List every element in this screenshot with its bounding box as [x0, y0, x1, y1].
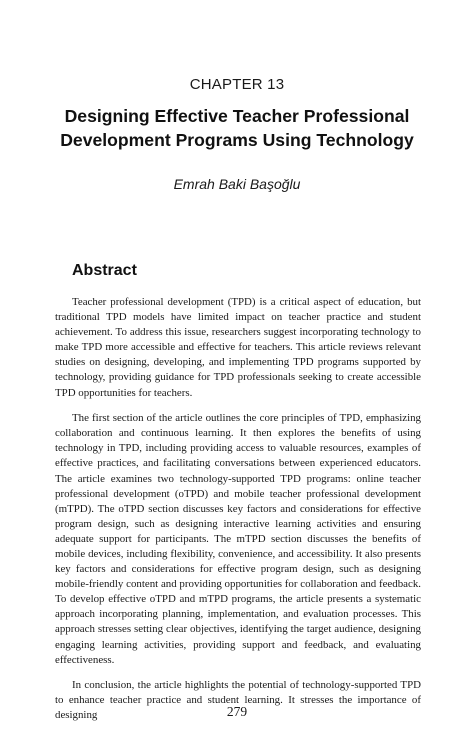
paragraph-1: Teacher professional development (TPD) is a critical aspect of education, but traditional TPD models have limited impact on teacher practice and student achievement. To address this issue, researchers suggest incorporating technology to make TPD more accessible and effective for teachers. This article reviews relevant studies on designing, developing, and implementing TPD programs supported by technology, providing guidance for TPD professionals seeking to create accessible TPD opportunities for teachers.: [55, 296, 421, 399]
chapter-title: Designing Effective Teacher Professional Development Programs Using Technology: [60, 106, 414, 150]
abstract-heading: Abstract: [72, 262, 137, 279]
chapter-label: CHAPTER 13: [189, 76, 285, 93]
author-name: Emrah Baki Başoğlu: [173, 176, 301, 192]
abstract-body: [55, 295, 421, 734]
paragraph-2: The first section of the article outlines the core principles of TPD, emphasizing collaboration and continuous learning. It then explores the benefits of using technology in TPD, including providing access to valuable resources, examples of effective practices, and facilitating conversations between experienced educators. The article examines two technology-supported TPD programs: online teacher professional development (oTPD) and mobile teacher professional development (mTPD). The oTPD section discusses key factors and considerations for effective program design, such as designing interactive learning activities and ensuring adequate support for participants. The mTPD section discusses the benefits of mobile devices, including flexibility, convenience, and accessibility. It also presents key factors and considerations for effective program design, such as designing mobile-friendly content and providing opportunities for collaboration and feedback. To develop effective oTPD and mTPD programs, the article presents a systematic approach incorporating planning, implementation, and evaluation processes. This approach stresses setting clear objectives, identifying the target audience, designing engaging learning activities, providing support and feedback, and evaluating effectiveness.: [55, 412, 421, 666]
paragraph-3: In conclusion, the article highlights the potential of technology-supported TPD to enhance teacher practice and student learning. It stresses the importance of designing: [55, 679, 421, 722]
page-number: 279: [226, 704, 248, 719]
